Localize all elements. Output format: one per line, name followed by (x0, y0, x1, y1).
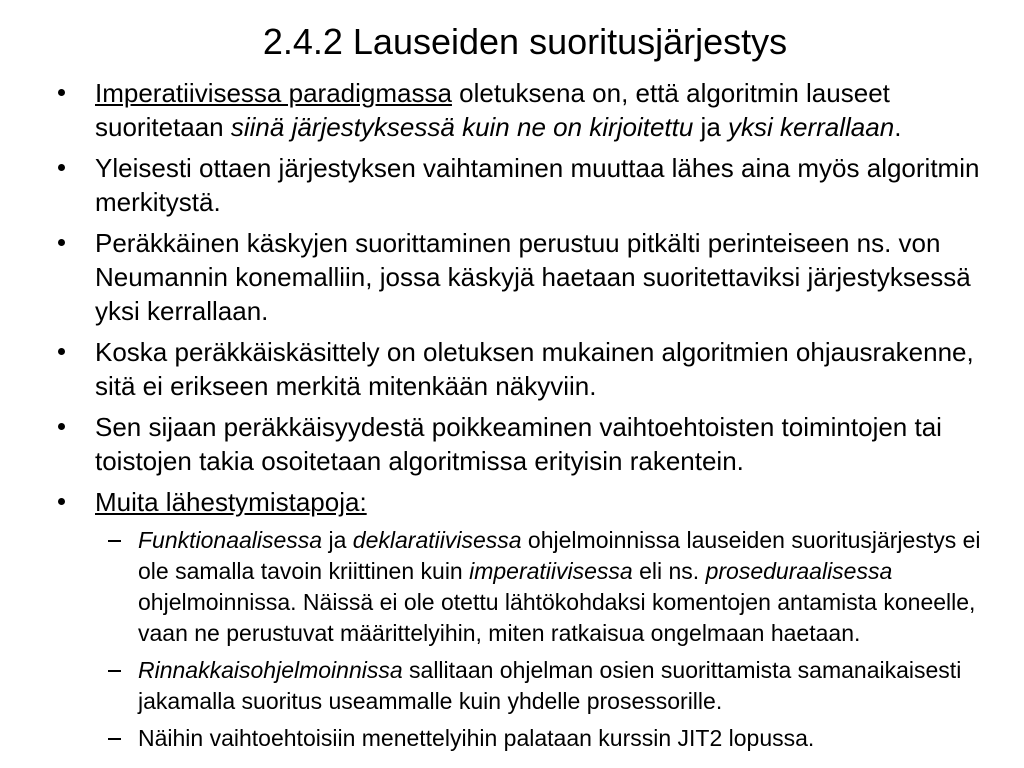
underlined-term: Muita lähestymistapoja: (95, 487, 367, 517)
slide-title: 2.4.2 Lauseiden suoritusjärjestys (262, 21, 788, 62)
bullet-item-5 (95, 410, 1000, 478)
sub-bullet-text: Näihin vaihtoehtoisiin menettelyihin palataan kurssin JIT2 lopussa. (138, 725, 815, 751)
italic-phrase: Funktionaalisessa (138, 527, 323, 553)
bullet-disc-icon (58, 89, 65, 96)
bullet-text: Peräkkäinen käskyjen suorittaminen perustuu pitkälti perinteiseen ns. von Neumannin konemalliin, jossa käskyjä haetaan suoritettaviksi järjestyksessä yksi kerrallaan. (95, 228, 971, 326)
sub-bullet-text: ohjelmoinnissa. Näissä ei ole otettu lähtökohdaksi komentojen antamista koneelle, vaan ne perustuvat määrittelyihin, miten ratkaisua ongelmaan haetaan. (138, 589, 976, 646)
sub-bullet-text: sallitaan ohjelman osien suorittamista samanaikaisesti jakamalla suoritus useammalle kuin yhdelle prosessorille. (138, 657, 962, 714)
sub-bullet-item-3 (138, 723, 1000, 754)
bullet-disc-icon (58, 164, 65, 171)
bullet-disc-icon (58, 348, 65, 355)
bullet-text: Koska peräkkäiskäsittely on oletuksen mukainen algoritmien ohjausrakenne, sitä ei erikseen merkitä mitenkään näkyviin. (95, 337, 974, 401)
italic-phrase: siinä järjestyksessä kuin ne on kirjoitettu (230, 112, 694, 142)
sub-bullet-item-2 (138, 655, 1000, 717)
bullet-item-3 (95, 226, 1000, 328)
bullet-disc-icon (58, 498, 65, 505)
italic-phrase: imperatiivisessa (469, 558, 633, 584)
sub-bullet-text: ja (322, 527, 353, 553)
italic-phrase: proseduraalisessa (705, 558, 893, 584)
dash-icon (108, 738, 121, 740)
italic-phrase: deklaratiivisessa (352, 527, 522, 553)
italic-phrase: yksi kerrallaan (728, 112, 895, 142)
bullet-heading (95, 485, 1000, 519)
bullet-list (95, 76, 1000, 754)
sub-bullet-text: ohjelmoinnissa lauseiden suoritusjärjestys ei ole samalla tavoin kriittinen kuin (138, 527, 981, 584)
bullet-item-1 (95, 76, 1000, 144)
bullet-text: ja (693, 112, 729, 142)
bullet-disc-icon (58, 239, 65, 246)
bullet-item-6 (95, 485, 1000, 754)
bullet-text: Yleisesti ottaen järjestyksen vaihtaminen muuttaa lähes aina myös algoritmin merkitystä. (95, 153, 980, 217)
dash-icon (108, 540, 121, 542)
bullet-text: oletuksena on, että algoritmin lauseet suoritetaan (95, 78, 890, 142)
underlined-term: Imperatiivisessa paradigmassa (95, 78, 452, 108)
bullet-item-2 (95, 151, 1000, 219)
bullet-text: Sen sijaan peräkkäisyydestä poikkeaminen vaihtoehtoisten toimintojen tai toistojen takia osoitetaan algoritmissa erityisin rakentein. (95, 412, 942, 476)
bullet-text: . (894, 112, 902, 142)
bullet-item-4 (95, 335, 1000, 403)
dash-icon (108, 670, 121, 672)
sub-bullet-text: eli ns. (632, 558, 706, 584)
italic-phrase: Rinnakkaisohjelmoinnissa (138, 657, 403, 683)
sub-bullet-item-1 (138, 525, 1000, 649)
bullet-disc-icon (58, 423, 65, 430)
